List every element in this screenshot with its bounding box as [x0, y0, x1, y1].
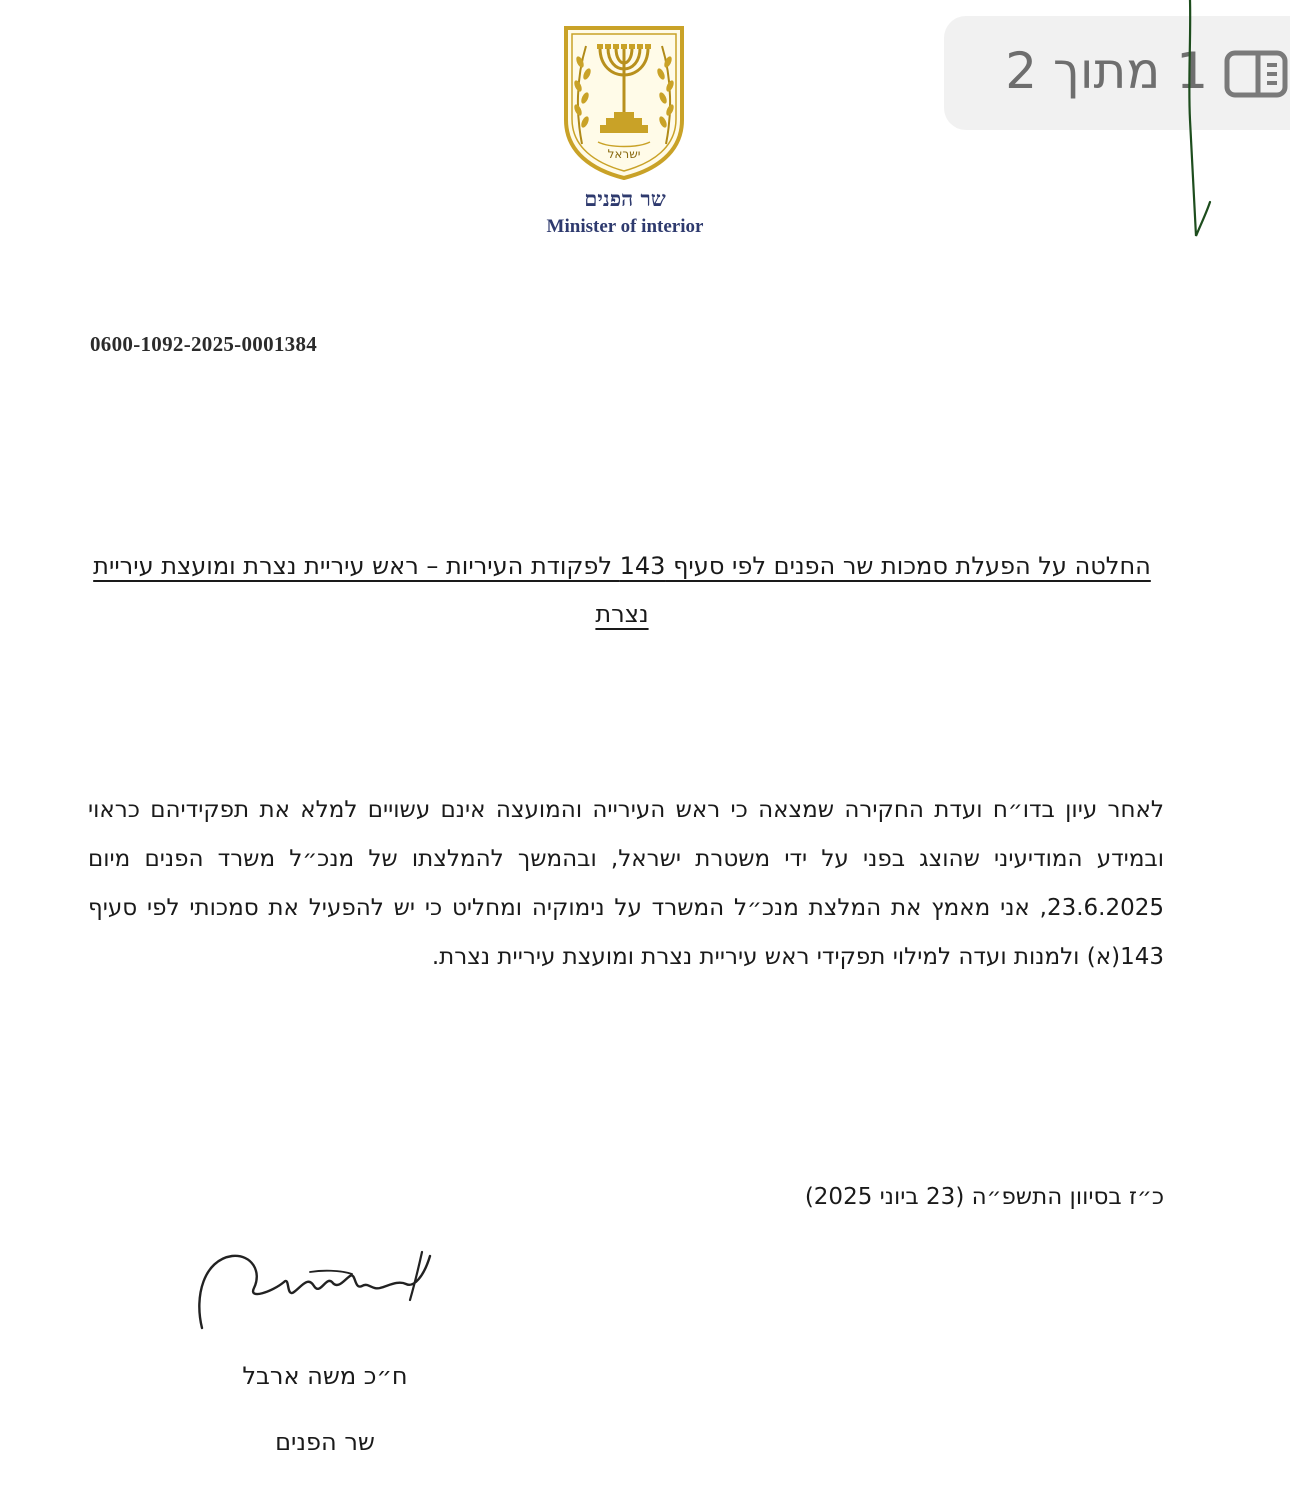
emblem-text: ישראל	[607, 147, 641, 161]
menorah-emblem-icon	[560, 24, 688, 182]
ministry-name-english: Minister of interior	[546, 216, 704, 237]
page-counter-label: 1 מתוך 2	[1005, 42, 1208, 100]
document-body	[88, 786, 1164, 982]
reader-view-icon[interactable]	[1224, 50, 1288, 98]
handwritten-signature	[192, 1246, 452, 1336]
document-title: החלטה על הפעלת סמכות שר הפנים לפי סעיף 143 לפקודת העיריות – ראש עיריית נצרת ומועצת עיריית נצרת	[93, 552, 1151, 628]
ministry-name-hebrew: שר הפנים	[584, 186, 666, 211]
body-paragraph: לאחר עיון בדו״ח ועדת החקירה שמצאה כי ראש העירייה והמועצה אינם עשויים למלא את תפקידיהם כראוי ובמידע המודיעיני שהוצג בפני על ידי משטרת ישראל, ובהמשך להמלצתו של מנכ״ל משרד הפנים מיום 23.6.2025, אני מאמץ את המלצת מנכ״ל המשרד על נימוקיה ומחליט כי יש להפעיל את סמכותי לפי סעיף 143(א) ולמנות ועדה למילוי תפקידי ראש עיריית נצרת ומועצת עיריית נצרת.	[88, 797, 1164, 970]
page-counter[interactable]	[944, 16, 1290, 130]
reference-number: 0600-1092-2025-0001384	[90, 332, 318, 356]
ink-annotation-line	[1170, 0, 1230, 250]
signer-name: ח״כ משה ארבל	[242, 1362, 408, 1390]
signer-role: שר הפנים	[275, 1428, 375, 1456]
document-date: כ״ז בסיוון התשפ״ה (23 ביוני 2025)	[804, 1184, 1164, 1210]
